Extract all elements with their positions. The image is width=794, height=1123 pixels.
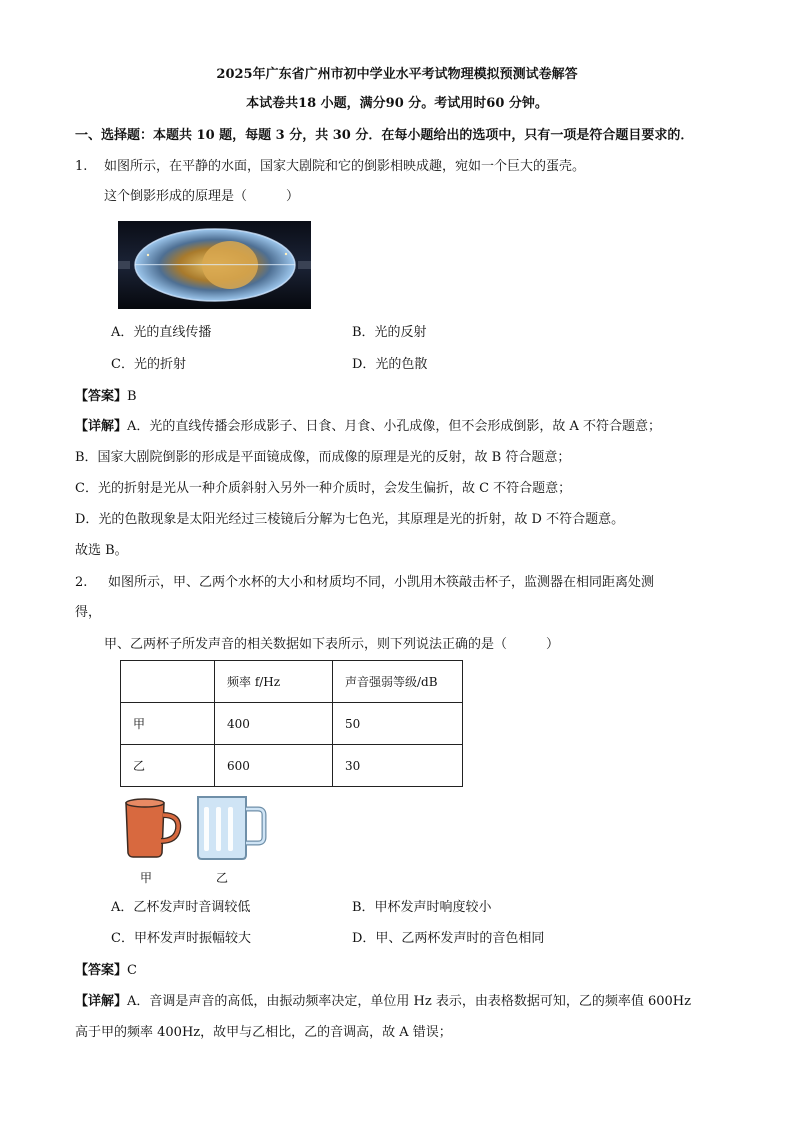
q2-detail-line-1 [75,993,691,1011]
q1-detail-line-4: D．光的色散现象是太阳光经过三棱镜后分解为七色光，其原理是光的折射，故 D 不符合题意。 [75,512,625,527]
q2-stem: 如图所示，甲、乙两个水杯的大小和材质均不同，小凯用木筷敲击杯子，监测器在相同距离处测 [108,575,655,590]
table-cell: 30 [333,745,463,787]
table-header-row [121,661,463,703]
q2-detail-text-1: A．音调是声音的高低，由振动频率决定，单位用 Hz 表示，由表格数据可知，乙的频率值 600Hz [127,994,691,1009]
cup-label-yi: 乙 [216,871,229,885]
q1-number: 1. [75,159,88,174]
table-cell: 400 [215,703,333,745]
cups-illustration [118,793,268,863]
q2-answer-value: C [127,963,137,978]
q2-stem-question: 甲、乙两杯子所发声音的相关数据如下表所示，则下列说法正确的是（ ） [104,637,560,652]
q1-option-c[interactable]: C．光的折射 [111,357,186,372]
glass-mug-icon [198,797,264,859]
q1-answer [75,388,137,406]
table-cell: 甲 [121,703,215,745]
q1-detail-line-1 [75,418,661,436]
q1-answer-value: B [127,389,137,404]
q2-option-d[interactable]: D．甲、乙两杯发声时的音色相同 [352,931,545,946]
table-row [121,703,463,745]
table-header-cell: 声音强弱等级/dB [333,661,463,703]
q1-detail-label: 【详解】 [75,419,128,434]
page-title: 2025年广东省广州市初中学业水平考试物理模拟预测试卷解答 [216,67,578,82]
q1-answer-label: 【答案】 [75,389,128,404]
table-header-cell: 频率 f/Hz [215,661,333,703]
table-cell: 50 [333,703,463,745]
section-heading: 一、选择题：本题共 10 题，每题 3 分，共 30 分．在每小题给出的选项中，只有一项是符合题目要求的． [75,128,694,143]
q1-option-a[interactable]: A．光的直线传播 [111,325,212,340]
q2-answer [75,962,137,980]
q2-option-b[interactable]: B．甲杯发声时响度较小 [352,900,492,915]
q2-option-c[interactable]: C．甲杯发声时振幅较大 [111,931,251,946]
q1-option-d[interactable]: D．光的色散 [352,357,428,372]
q2-detail-line-2: 高于甲的频率 400Hz，故甲与乙相比，乙的音调高，故 A 错误； [75,1025,452,1040]
cup-label-jia: 甲 [140,871,153,885]
q2-stem-cont: 得， [75,605,102,620]
orange-mug-icon [126,799,178,857]
national-grand-theater-photo [118,221,311,309]
q1-stem: 如图所示，在平静的水面，国家大剧院和它的倒影相映成趣，宛如一个巨大的蛋壳。 [104,159,586,174]
q1-detail-line-3: C．光的折射是光从一种介质斜射入另外一种介质时，会发生偏折，故 C 不符合题意； [75,481,572,496]
q2-option-a[interactable]: A．乙杯发声时音调较低 [111,900,251,915]
q1-option-b[interactable]: B．光的反射 [352,325,427,340]
q1-stem-question: 这个倒影形成的原理是（ ） [104,189,300,204]
table-cell: 600 [215,745,333,787]
page-subtitle: 本试卷共18 小题，满分90 分。考试用时60 分钟。 [246,96,548,111]
sound-data-table [120,660,463,787]
q2-detail-label: 【详解】 [75,994,128,1009]
table-header-cell [121,661,215,703]
q2-number: 2. [75,575,88,590]
q2-answer-label: 【答案】 [75,963,128,978]
table-row [121,745,463,787]
table-cell: 乙 [121,745,215,787]
q1-detail-text-1: A．光的直线传播会形成影子、日食、月食、小孔成像，但不会形成倒影，故 A 不符合题意； [127,419,662,434]
q1-conclusion: 故选 B。 [75,543,128,558]
q1-detail-line-2: B．国家大剧院倒影的形成是平面镜成像，而成像的原理是光的反射，故 B 符合题意； [75,450,571,465]
